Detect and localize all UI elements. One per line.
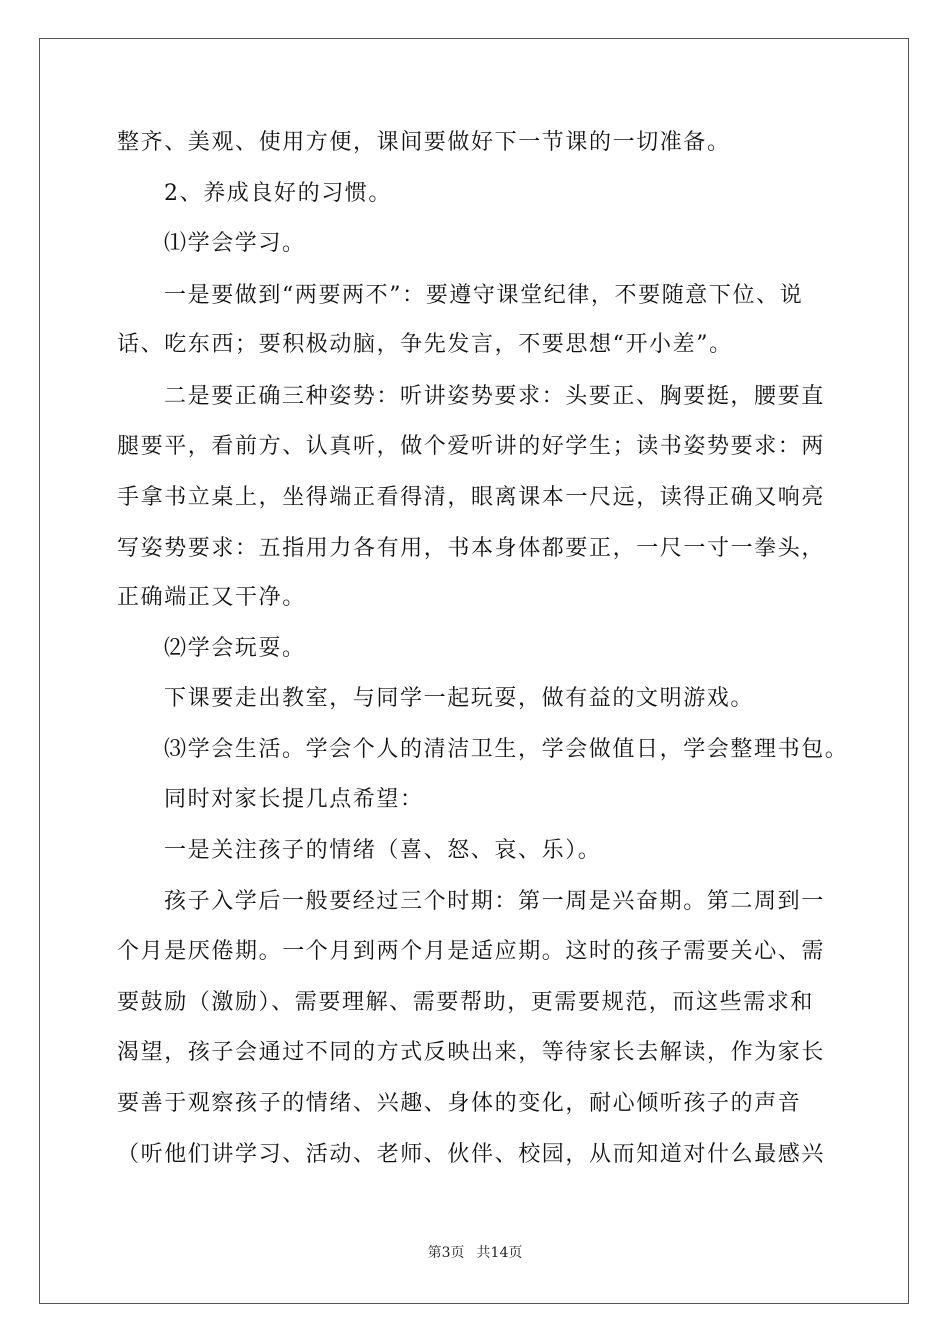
text-line: 腿要平，看前方、认真听，做个爱听讲的好学生；读书姿势要求：两 bbox=[117, 434, 826, 459]
text-line: 同时对家长提几点希望： bbox=[164, 787, 424, 812]
text-line: ⑴学会学习。 bbox=[164, 231, 306, 256]
text-line: 要善于观察孩子的情绪、兴趣、身体的变化，耐心倾听孩子的声音 bbox=[117, 1091, 802, 1116]
text-line: 手拿书立桌上，坐得端正看得清，眼离课本一尺远，读得正确又响亮 bbox=[117, 485, 826, 510]
text-line: （听他们讲学习、活动、老师、伙伴、校园，从而知道对什么最感兴 bbox=[117, 1142, 826, 1167]
text-line: 渴望，孩子会通过不同的方式反映出来，等待家长去解读，作为家长 bbox=[117, 1040, 826, 1065]
text-line: 一是关注孩子的情绪（喜、怒、哀、乐）。 bbox=[164, 838, 602, 863]
text-line: 一是要做到“两要两不”：要遵守课堂纪律，不要随意下位、说 bbox=[164, 283, 804, 308]
text-line: 个月是厌倦期。一个月到两个月是适应期。这时的孩子需要关心、需 bbox=[117, 939, 826, 964]
page-number: 第3页 bbox=[427, 1245, 465, 1261]
text-line: 2、养成良好的习惯。 bbox=[164, 181, 392, 206]
page-footer bbox=[0, 1243, 950, 1263]
text-line: 二是要正确三种姿势：听讲姿势要求：头要正、胸要挺，腰要直 bbox=[164, 384, 825, 409]
text-line: 写姿势要求：五指用力各有用，书本身体都要正，一尺一寸一拳头， bbox=[117, 536, 826, 561]
text-line: 要鼓励（激励）、需要理解、需要帮助，更需要规范，而这些需求和 bbox=[117, 990, 815, 1015]
text-line: ⑵学会玩耍。 bbox=[164, 636, 306, 661]
text-line: 整齐、美观、使用方便，课间要做好下一节课的一切准备。 bbox=[117, 130, 731, 155]
text-line: 下课要走出教室，与同学一起玩耍，做有益的文明游戏。 bbox=[164, 686, 755, 711]
text-line: 话、吃东西；要积极动脑，争先发言，不要思想“开小差”。 bbox=[117, 332, 733, 357]
page-total: 共14页 bbox=[476, 1245, 523, 1261]
text-line: ⑶学会生活。学会个人的清洁卫生，学会做值日，学会整理书包。 bbox=[164, 737, 849, 762]
text-line: 孩子入学后一般要经过三个时期：第一周是兴奋期。第二周到一 bbox=[164, 889, 825, 914]
text-line: 正确端正又干净。 bbox=[117, 585, 306, 610]
